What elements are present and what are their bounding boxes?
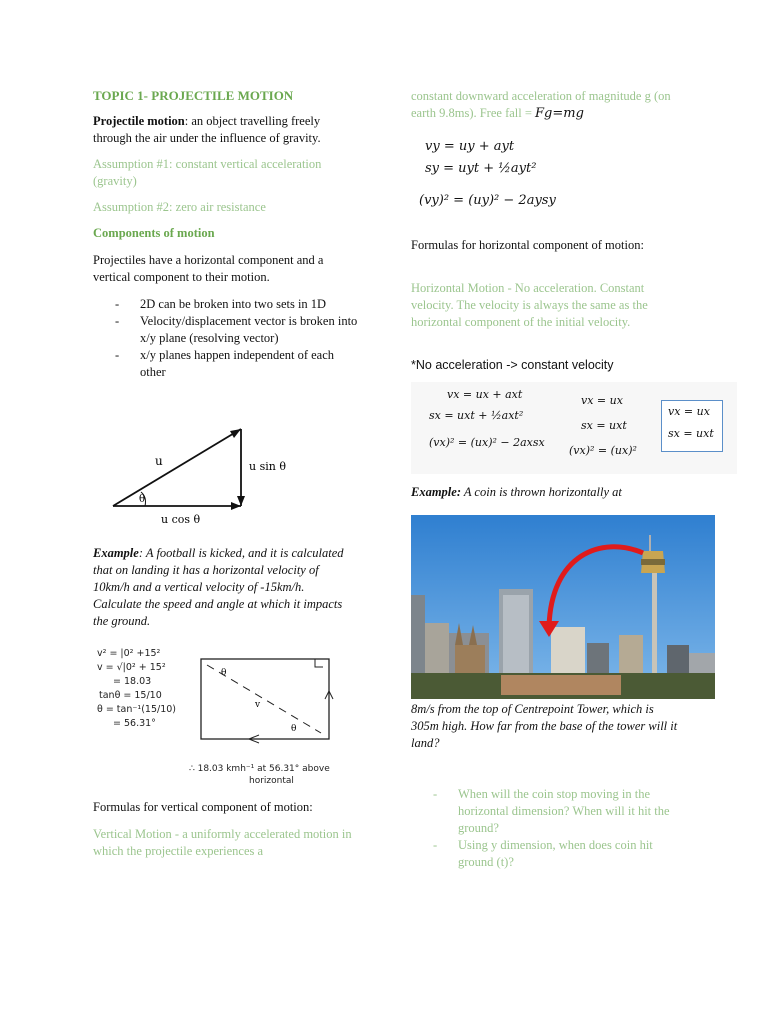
horizontal-formulas-heading: Formulas for horizontal component of motion: — [411, 238, 644, 252]
vert-label: u sin θ — [249, 460, 286, 473]
list-item: - 2D can be broken into two sets in 1D — [115, 297, 327, 311]
horizontal-equations-col2: vx = ux sx = uxt (vx)² = (ux)² — [569, 394, 637, 457]
example-label: Example: — [411, 485, 461, 499]
equation: sy = uyt + ½ayt² — [425, 161, 537, 176]
topic-title: TOPIC 1- PROJECTILE MOTION — [93, 88, 294, 103]
components-heading: Components of motion — [93, 226, 215, 240]
assumption-2: Assumption #2: zero air resistance — [93, 200, 266, 214]
vector-triangle-diagram — [103, 415, 313, 530]
handwritten-working: v² = |0² +15² v = √|0² + 15² = 18.03 tanθ = 15/10 θ = tan⁻¹(15/10) = 56.31° — [97, 648, 176, 729]
definition-text: : an object travelling freely through the air under the influence of gravity. — [93, 114, 321, 145]
free-fall-formula: Fg=mg — [535, 106, 584, 121]
angle-label: θ — [139, 494, 146, 505]
horizontal-motion-text: Horizontal Motion - No acceleration. Constant velocity. The velocity is always the same as the horizontal component of the initial velocity. — [411, 281, 648, 329]
vertical-equations — [419, 136, 556, 212]
horizontal-equations-panel — [411, 382, 737, 474]
handwritten-answer: ∴ 18.03 kmh⁻¹ at 56.31° above horizontal — [189, 764, 330, 786]
example-text: : A football is kicked, and it is calculated that on landing it has a horizontal velocity of 10km/h and a vertical velocity of -15km/h. Calculate the speed and angle at which it impacts the ground. — [93, 546, 344, 628]
example-paragraph — [93, 545, 355, 630]
definition-paragraph — [93, 113, 361, 147]
list-item: - x/y planes happen independent of each other — [115, 348, 335, 379]
handwritten-solution — [97, 643, 357, 793]
highlighted-equations-box: vx = ux sx = uxt — [661, 400, 723, 452]
vertical-formulas-heading: Formulas for vertical component of motion: — [93, 800, 313, 814]
svg-text:v: v — [255, 700, 261, 710]
horizontal-equations-col1: vx = ux + axt sx = uxt + ½axt² (vx)² = (ux)² − 2axsx — [429, 388, 545, 449]
example-label: Example — [93, 546, 139, 560]
hyp-label: u — [155, 454, 163, 468]
horiz-label: u cos θ — [161, 513, 201, 526]
example-coin-intro: Example: A coin is thrown horizontally at — [411, 485, 622, 499]
assumption-1: Assumption #1: constant vertical acceleration (gravity) — [93, 157, 322, 188]
definition-term: Projectile motion — [93, 114, 185, 128]
svg-text:θ: θ — [221, 668, 227, 678]
no-accel-note: *No acceleration -> constant velocity — [411, 358, 614, 372]
equation: vy = uy + ayt — [425, 139, 515, 154]
sydney-tower-photo — [411, 515, 715, 699]
list-item: - Velocity/displacement vector is broken into x/y plane (resolving vector) — [115, 314, 358, 345]
coin-questions-list — [411, 786, 683, 871]
components-text: Projectiles have a horizontal component and a vertical component to their motion. — [93, 253, 324, 284]
list-item: - Using y dimension, when does coin hit ground (t)? — [433, 838, 653, 869]
example-coin-question: 8m/s from the top of Centrepoint Tower, which is 305m high. How far from the base of the tower will it land? — [411, 702, 678, 750]
svg-text:θ: θ — [291, 724, 297, 734]
components-bullet-list — [93, 296, 361, 381]
equation: (vy)² = (uy)² − 2aysy — [419, 193, 556, 208]
list-item: - When will the coin stop moving in the horizontal dimension? When will it hit the ground? — [433, 787, 670, 835]
velocity-rectangle-sketch — [195, 651, 339, 751]
vertical-motion-text: Vertical Motion - a uniformly accelerated motion in which the projectile experiences a — [93, 827, 352, 858]
continuation-text: constant downward acceleration of magnitude g (on earth 9.8ms). Free fall = Fg=mg — [411, 89, 671, 121]
